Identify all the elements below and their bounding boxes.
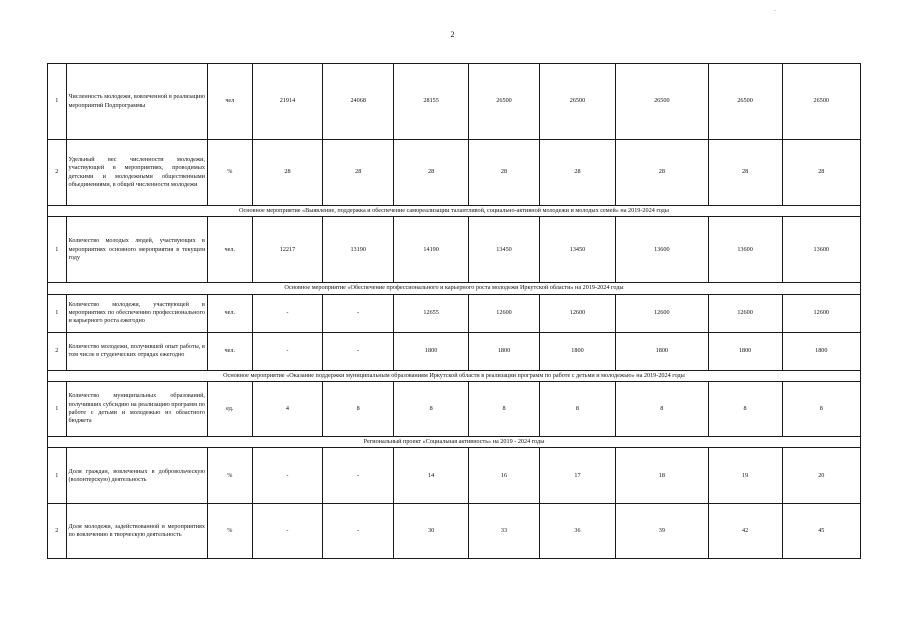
- indicator-name: Численность молодежи, вовлеченной в реализацию мероприятий Подпрограммы: [66, 64, 207, 140]
- section-title: Основное мероприятие «Оказание поддержки муниципальным образованиям Иркутской области в реализации программ по работе с детьми и молодежью» на 2019-2024 годы: [48, 370, 861, 381]
- value-cell: 8: [469, 382, 540, 437]
- value-cell: 13600: [708, 217, 782, 283]
- table-row: [48, 140, 861, 206]
- value-cell: 13190: [323, 217, 394, 283]
- value-cell: 19: [708, 448, 782, 504]
- value-cell: 28: [782, 140, 860, 206]
- value-cell: 12600: [469, 294, 540, 332]
- indicator-name: Доля граждан, вовлеченных в добровольческую (волонтерскую) деятельность: [66, 448, 207, 504]
- value-cell: 36: [539, 504, 615, 559]
- row-number: 2: [48, 332, 67, 370]
- value-cell: 1800: [469, 332, 540, 370]
- value-cell: 1800: [708, 332, 782, 370]
- value-cell: 28: [469, 140, 540, 206]
- value-cell: 26500: [782, 64, 860, 140]
- value-cell: -: [323, 332, 394, 370]
- value-cell: 8: [539, 382, 615, 437]
- value-cell: 1800: [616, 332, 709, 370]
- table-row: [48, 448, 861, 504]
- section-header-row: [48, 283, 861, 294]
- value-cell: 28: [708, 140, 782, 206]
- row-number: 1: [48, 448, 67, 504]
- value-cell: 28: [323, 140, 394, 206]
- value-cell: 8: [394, 382, 469, 437]
- value-cell: -: [252, 294, 323, 332]
- value-cell: 24068: [323, 64, 394, 140]
- value-cell: 12655: [394, 294, 469, 332]
- value-cell: 12600: [782, 294, 860, 332]
- value-cell: 20: [782, 448, 860, 504]
- indicator-name: Количество муниципальных образований, получивших субсидию на реализацию программ по работе с детьми и молодежью из областного бюджета: [66, 382, 207, 437]
- unit-cell: чел.: [207, 332, 252, 370]
- value-cell: 8: [323, 382, 394, 437]
- unit-cell: чел: [207, 64, 252, 140]
- value-cell: 26500: [616, 64, 709, 140]
- section-title: Основное мероприятие «Выявление, поддержка и обеспечение самореализации талантливой, социально-активной молодежи и молодых семей» на 2019-2024 годы: [48, 206, 861, 217]
- table-row: [48, 217, 861, 283]
- table-row: [48, 382, 861, 437]
- value-cell: 13450: [469, 217, 540, 283]
- value-cell: -: [252, 332, 323, 370]
- unit-cell: чел.: [207, 217, 252, 283]
- row-number: 1: [48, 294, 67, 332]
- page-number: 2: [450, 30, 455, 39]
- value-cell: 28: [252, 140, 323, 206]
- value-cell: -: [252, 504, 323, 559]
- value-cell: 14: [394, 448, 469, 504]
- value-cell: 45: [782, 504, 860, 559]
- value-cell: 28: [539, 140, 615, 206]
- section-title: Основное мероприятие «Обеспечение профессионального и карьерного роста молодежи Иркутской области» на 2019-2024 годы: [48, 283, 861, 294]
- value-cell: 28: [394, 140, 469, 206]
- value-cell: -: [252, 448, 323, 504]
- unit-cell: %: [207, 448, 252, 504]
- value-cell: 13600: [782, 217, 860, 283]
- value-cell: 14190: [394, 217, 469, 283]
- value-cell: -: [323, 504, 394, 559]
- indicator-name: Количество молодежи, участвующей в мероприятиях по обеспечению профессионального и карьерного роста ежегодно: [66, 294, 207, 332]
- value-cell: 12600: [616, 294, 709, 332]
- row-number: 1: [48, 217, 67, 283]
- indicator-name: Количество молодых людей, участвующих в мероприятиях основного мероприятия в текущем году: [66, 217, 207, 283]
- section-header-row: [48, 206, 861, 217]
- row-number: 1: [48, 64, 67, 140]
- table-row: [48, 294, 861, 332]
- value-cell: 21914: [252, 64, 323, 140]
- table-row: [48, 64, 861, 140]
- value-cell: 17: [539, 448, 615, 504]
- value-cell: 30: [394, 504, 469, 559]
- value-cell: 26500: [708, 64, 782, 140]
- value-cell: 13450: [539, 217, 615, 283]
- indicator-name: Количество молодежи, получившей опыт работы, в том числе в студенческих отрядах ежегодно: [66, 332, 207, 370]
- value-cell: 18: [616, 448, 709, 504]
- indicator-name: Доля молодежи, задействованной в мероприятиях по вовлечению в творческую деятельность: [66, 504, 207, 559]
- value-cell: 1800: [394, 332, 469, 370]
- value-cell: 33: [469, 504, 540, 559]
- value-cell: -: [323, 448, 394, 504]
- row-number: 2: [48, 504, 67, 559]
- section-header-row: [48, 437, 861, 448]
- unit-cell: ед.: [207, 382, 252, 437]
- value-cell: 12600: [539, 294, 615, 332]
- value-cell: 42: [708, 504, 782, 559]
- value-cell: -: [323, 294, 394, 332]
- value-cell: 26500: [539, 64, 615, 140]
- value-cell: 16: [469, 448, 540, 504]
- value-cell: 1800: [782, 332, 860, 370]
- value-cell: 12217: [252, 217, 323, 283]
- value-cell: 4: [252, 382, 323, 437]
- row-number: 1: [48, 382, 67, 437]
- unit-cell: %: [207, 140, 252, 206]
- corner-mark: -: [774, 8, 776, 14]
- value-cell: 8: [782, 382, 860, 437]
- value-cell: 28: [616, 140, 709, 206]
- table-row: [48, 504, 861, 559]
- value-cell: 8: [616, 382, 709, 437]
- value-cell: 28155: [394, 64, 469, 140]
- indicator-name: Удельный вес численности молодежи, участвующей в мероприятиях, проводимых детскими и молодежными общественными объединениями, в общей численности молодежи: [66, 140, 207, 206]
- section-title: Региональный проект «Социальная активность» на 2019 - 2024 годы: [48, 437, 861, 448]
- section-header-row: [48, 370, 861, 381]
- value-cell: 8: [708, 382, 782, 437]
- value-cell: 1800: [539, 332, 615, 370]
- unit-cell: чел.: [207, 294, 252, 332]
- table-body: [48, 64, 861, 559]
- value-cell: 26500: [469, 64, 540, 140]
- value-cell: 13600: [616, 217, 709, 283]
- row-number: 2: [48, 140, 67, 206]
- value-cell: 12600: [708, 294, 782, 332]
- unit-cell: %: [207, 504, 252, 559]
- table-row: [48, 332, 861, 370]
- value-cell: 39: [616, 504, 709, 559]
- indicators-table: [47, 63, 861, 559]
